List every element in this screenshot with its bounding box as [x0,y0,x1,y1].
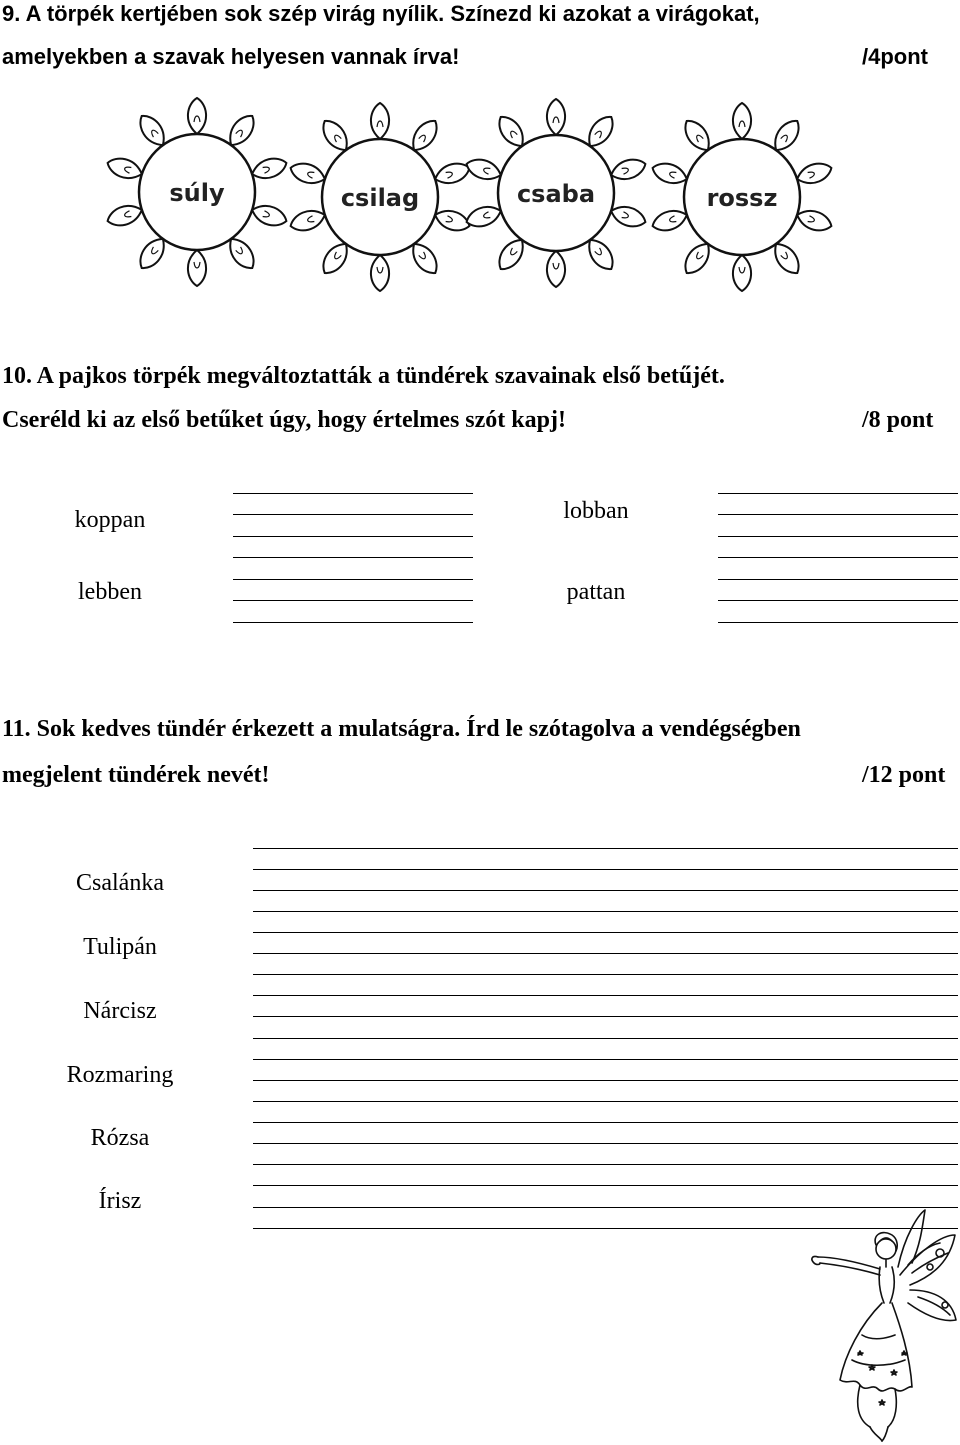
flower-1[interactable] [105,98,289,286]
task11-answer-line[interactable] [253,953,958,954]
flower-1-word: súly [169,179,225,207]
task11-answer-line[interactable] [253,974,958,975]
task9-points: /4pont [862,44,928,69]
task11-name-3: Nárcisz [83,998,157,1024]
task11-answer-line[interactable] [253,869,958,870]
task10-answer-line[interactable] [718,600,958,601]
task11-name-2: Tulipán [83,934,157,960]
task11-name-5: Rózsa [90,1125,150,1151]
task11-answer-line[interactable] [253,1143,958,1144]
task9-instruction-line2: amelyekben a szavak helyesen vannak írva! [2,44,460,69]
task10-answer-line[interactable] [233,600,473,601]
task11-answer-line[interactable] [253,932,958,933]
task10-answer-line[interactable] [718,622,958,623]
task11-answer-line[interactable] [253,890,958,891]
fairy-illustration [800,1205,960,1445]
task10-instruction-line2: Cseréld ki az első betűket úgy, hogy értelmes szót kapj! [2,407,566,433]
task10-answer-line[interactable] [233,622,473,623]
task9-instruction-line1: 9. A törpék kertjében sok szép virág nyílik. Színezd ki azokat a virágokat, [2,1,760,26]
task11-answer-line[interactable] [253,1122,958,1123]
task11-answer-line[interactable] [253,848,958,849]
flower-2[interactable] [288,103,472,291]
task11-answer-line[interactable] [253,1080,958,1081]
task10-word-2: lebben [78,579,142,605]
task10-answer-line[interactable] [233,514,473,515]
flower-row [0,100,960,300]
task10-answer-line[interactable] [233,536,473,537]
task11-name-6: Írisz [98,1188,142,1214]
task11-name-4: Rozmaring [66,1062,174,1088]
task10-answer-line[interactable] [233,493,473,494]
task10-answer-line[interactable] [718,493,958,494]
task11-name-1: Csalánka [76,870,164,896]
task10-instruction-line1: 10. A pajkos törpék megváltoztatták a tündérek szavainak első betűjét. [2,363,725,389]
flower-2-word: csilag [340,184,420,212]
flower-4[interactable] [650,103,834,291]
flower-3[interactable] [464,99,648,287]
task10-word-4: pattan [566,579,626,605]
task10-answer-line[interactable] [718,557,958,558]
task11-answer-line[interactable] [253,1059,958,1060]
task10-answer-line[interactable] [718,536,958,537]
task10-word-3: lobban [563,498,629,524]
flower-4-word: rossz [706,184,778,212]
task11-answer-line[interactable] [253,911,958,912]
task11-instruction-line2: megjelent tündérek nevét! [2,762,270,788]
task11-answer-line[interactable] [253,1101,958,1102]
task11-answer-line[interactable] [253,1185,958,1186]
task11-answer-line[interactable] [253,1016,958,1017]
flower-3-word: csaba [516,180,596,208]
task11-answer-line[interactable] [253,1038,958,1039]
task11-answer-line[interactable] [253,995,958,996]
task10-answer-line[interactable] [718,579,958,580]
task11-answer-line[interactable] [253,1164,958,1165]
task11-points: /12 pont [862,762,946,788]
task10-answer-line[interactable] [233,579,473,580]
task10-word-1: koppan [74,507,146,533]
task10-answer-line[interactable] [233,557,473,558]
task11-instruction-line1: 11. Sok kedves tündér érkezett a mulatságra. Írd le szótagolva a vendégségben [2,716,801,742]
task10-answer-line[interactable] [718,514,958,515]
task10-points: /8 pont [862,407,934,433]
